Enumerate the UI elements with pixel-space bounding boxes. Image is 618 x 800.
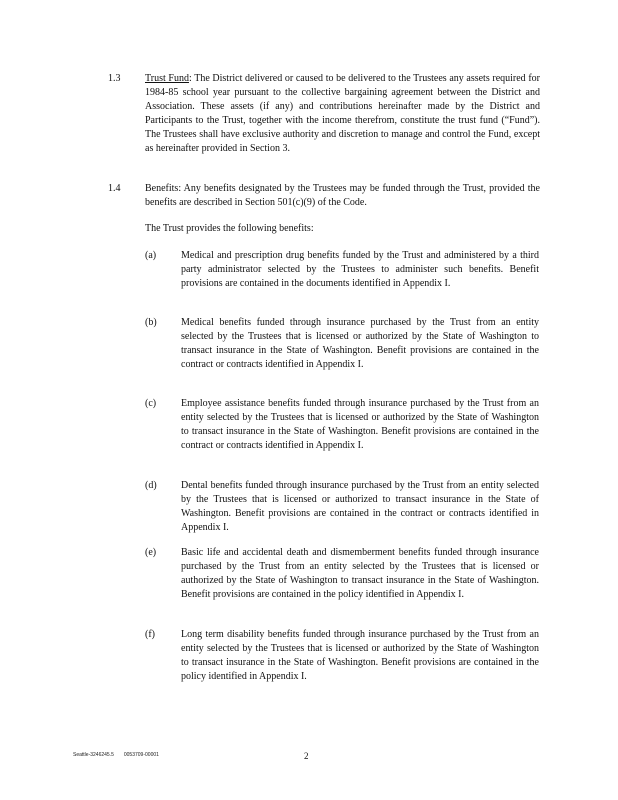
item-text: Long term disability benefits funded through insurance purchased by the Trust from an entity selected by the Trustees that is licensed or authorized by the State of Washington to transact insurance in the State of Washington. Benefit provisions are contained in the policy identified in Appendix I.: [181, 629, 539, 682]
item-label: (d): [145, 480, 157, 491]
section-text: : The District delivered or caused to be delivered to the Trustees any assets required for 1984-85 school year pursuant to the collective bargaining agreement between the District and Association. These assets (if any) and contributions hereinafter made by the District and Participants to the Trust, together with the income therefrom, constitute the trust fund (“Fund”). The Trustees shall have exclusive authority and discretion to manage and control the Fund, except as hereinafter provided in Section 3.: [145, 73, 540, 154]
footer-document-id: [73, 752, 169, 758]
section-title: Trust Fund: [145, 73, 189, 84]
section-text: : Any benefits designated by the Trustees may be funded through the Trust, provided the benefits are described in Section 501(c)(9) of the Code.: [145, 183, 540, 208]
item-label: (f): [145, 629, 155, 640]
item-text: Basic life and accidental death and dismemberment benefits funded through insurance purchased by the Trust from an entity selected by the Trustees that is licensed or authorized by the State of Washington to transact insurance in the State of Washington. Benefit provisions are contained in the policy identified in Appendix I.: [181, 547, 539, 600]
item-label: (a): [145, 250, 157, 261]
item-text: Medical benefits funded through insurance purchased by the Trust from an entity selected by the Trustees that is licensed or authorized by the State of Washington to transact insurance in the State of Washington. Benefit provisions are contained in the contract or contracts identified in Appendix I.: [181, 317, 539, 370]
page-number: 2: [304, 751, 309, 761]
item-label: (e): [145, 547, 157, 558]
section-title: Benefits: [145, 183, 179, 194]
matter-id: 0053709-00001: [123, 752, 159, 758]
item-label: (c): [145, 398, 157, 409]
item-text: Employee assistance benefits funded through insurance purchased by the Trust from an entity selected by the Trustees that is licensed or authorized by the State of Washington to transact insurance in the State of Washington. Benefit provisions are contained in the contract or contracts identified in Appendix I.: [181, 398, 539, 451]
section-body: [145, 72, 540, 156]
doc-id: Seattle-3246245.5: [73, 752, 114, 758]
section-body: [145, 182, 540, 210]
item-label: (b): [145, 317, 157, 328]
benefits-intro: The Trust provides the following benefits:: [145, 223, 314, 234]
section-number: 1.3: [108, 73, 121, 84]
item-text: Dental benefits funded through insurance purchased by the Trust from an entity selected by the Trustees that is licensed or authorized to transact insurance in the State of Washington. Benefit provisions are contained in the contract or contracts identified in Appendix I.: [181, 480, 539, 533]
item-text: Medical and prescription drug benefits funded by the Trust and administered by a third party administrator selected by the Trustees to administer such benefits. Benefit provisions are contained in the documents identified in Appendix I.: [181, 250, 539, 289]
section-number: 1.4: [108, 183, 121, 194]
